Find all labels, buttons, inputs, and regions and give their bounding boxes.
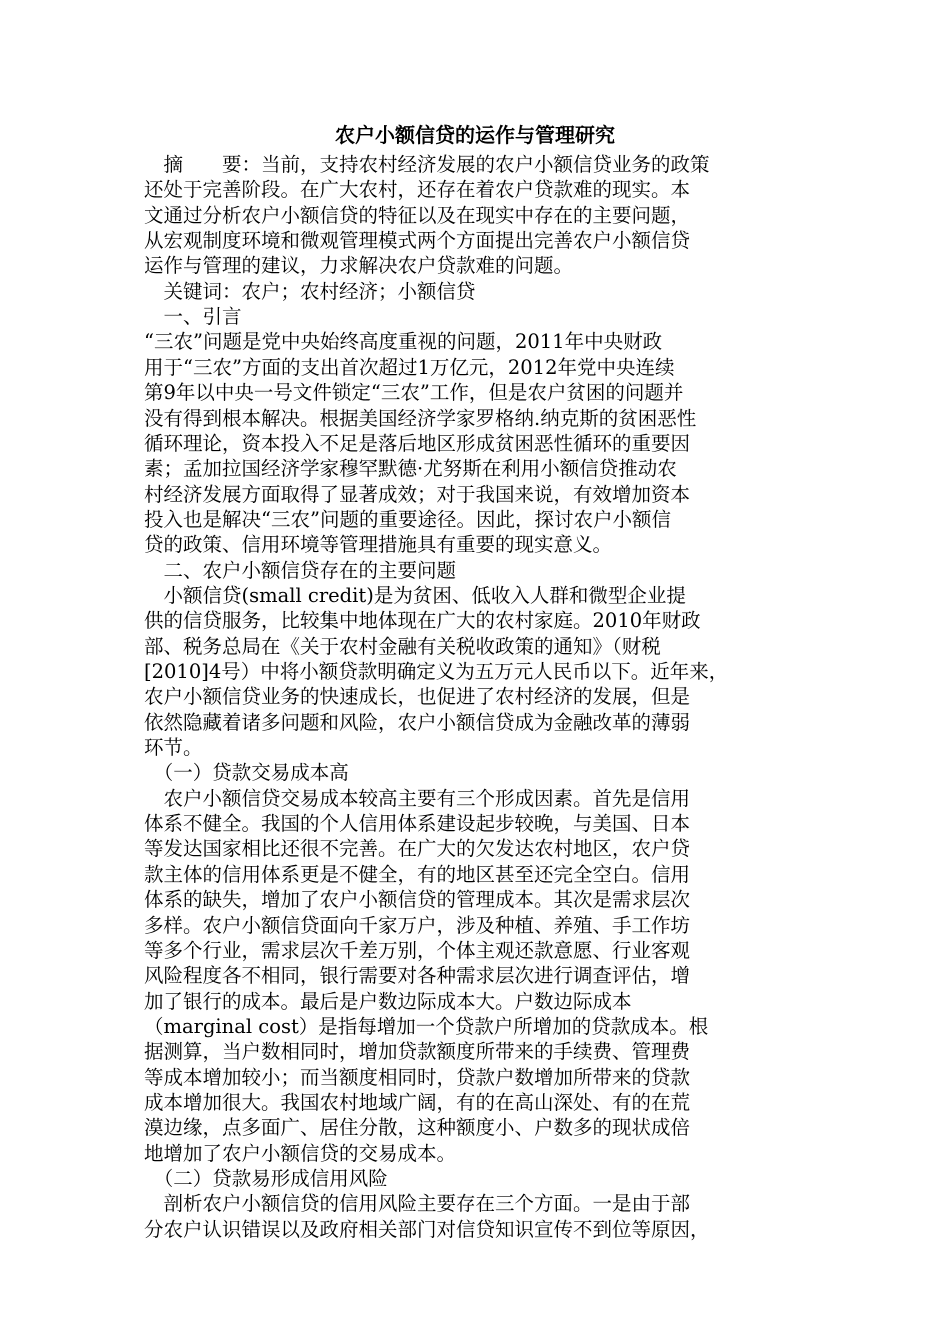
text-line: 体系的缺失，增加了农户小额信贷的管理成本。其次是需求层次 bbox=[144, 888, 691, 912]
text-line: 从宏观制度环境和微观管理模式两个方面提出完善农户小额信贷 bbox=[144, 229, 691, 253]
text-line: 文通过分析农户小额信贷的特征以及在现实中存在的主要问题， bbox=[144, 203, 691, 227]
text-line: 据测算，当户数相同时，增加贷款额度所带来的手续费、管理费 bbox=[144, 1040, 691, 1064]
text-line: 多样。农户小额信贷面向千家万户，涉及种植、养殖、手工作坊 bbox=[144, 913, 691, 937]
text-line: 剖析农户小额信贷的信用风险主要存在三个方面。一是由于部 bbox=[144, 1192, 691, 1216]
text-line: 一、引言 bbox=[144, 305, 242, 329]
text-line: 村经济发展方面取得了显著成效；对于我国来说，有效增加资本 bbox=[144, 482, 691, 506]
text-line: 农户小额信贷交易成本较高主要有三个形成因素。首先是信用 bbox=[144, 786, 691, 810]
text-line: 依然隐藏着诸多问题和风险，农户小额信贷成为金融改革的薄弱 bbox=[144, 710, 691, 734]
text-line: 地增加了农户小额信贷的交易成本。 bbox=[144, 1141, 457, 1165]
text-line: 分农户认识错误以及政府相关部门对信贷知识宣传不到位等原因， bbox=[144, 1217, 710, 1241]
text-line: 还处于完善阶段。在广大农村，还存在着农户贷款难的现实。本 bbox=[144, 178, 691, 202]
text-line: 第9年以中央一号文件锁定“三农”工作，但是农户贫困的问题并 bbox=[144, 381, 684, 405]
text-line: 用于“三农”方面的支出首次超过1万亿元，2012年党中央连续 bbox=[144, 355, 675, 379]
text-line: （marginal cost）是指每增加一个贷款户所增加的贷款成本。根 bbox=[144, 1014, 709, 1038]
text-line: 小额信贷(small credit)是为贫困、低收入人群和微型企业提 bbox=[144, 583, 686, 607]
text-line: 部、税务总局在《关于农村金融有关税收政策的通知》（财税 bbox=[144, 634, 661, 658]
text-line: 投入也是解决“三农”问题的重要途径。因此，探讨农户小额信 bbox=[144, 507, 671, 531]
text-line: 供的信贷服务，比较集中地体现在广大的农村家庭。2010年财政 bbox=[144, 609, 701, 633]
text-line: 运作与管理的建议，力求解决农户贷款难的问题。 bbox=[144, 254, 574, 278]
text-line: 漠边缘，点多面广、居住分散，这种额度小、户数多的现状成倍 bbox=[144, 1116, 691, 1140]
text-line: “三农”问题是党中央始终高度重视的问题，2011年中央财政 bbox=[144, 330, 663, 354]
text-line: 等发达国家相比还很不完善。在广大的欠发达农村地区，农户贷 bbox=[144, 837, 691, 861]
text-line: （二）贷款易形成信用风险 bbox=[144, 1167, 388, 1190]
text-line: 等多个行业，需求层次千差万别，个体主观还款意愿、行业客观 bbox=[144, 938, 691, 962]
text-line: 二、农户小额信贷存在的主要问题 bbox=[144, 558, 457, 582]
document-title: 农户小额信贷的运作与管理研究 bbox=[335, 123, 615, 147]
text-line: 款主体的信用体系更是不健全，有的地区甚至还完全空白。信用 bbox=[144, 862, 691, 886]
text-line: 循环理论，资本投入不足是落后地区形成贫困恶性循环的重要因 bbox=[144, 431, 691, 455]
text-line: [2010]4号）中将小额贷款明确定义为五万元人民币以下。近年来， bbox=[144, 660, 729, 683]
text-line: 素；孟加拉国经济学家穆罕默德·尤努斯在利用小额信贷推动农 bbox=[144, 457, 677, 481]
text-line: 成本增加很大。我国农村地域广阔，有的在高山深处、有的在荒 bbox=[144, 1090, 691, 1114]
text-line: 等成本增加较小；而当额度相同时，贷款户数增加所带来的贷款 bbox=[144, 1065, 691, 1089]
text-line: 体系不健全。我国的个人信用体系建设起步较晚，与美国、日本 bbox=[144, 812, 691, 836]
text-line: 风险程度各不相同，银行需要对各种需求层次进行调查评估，增 bbox=[144, 964, 691, 988]
text-line: 关键词：农户；农村经济；小额信贷 bbox=[144, 279, 476, 303]
text-line: 加了银行的成本。最后是户数边际成本大。户数边际成本 bbox=[144, 989, 632, 1013]
text-line: 环节。 bbox=[144, 736, 203, 760]
text-line: 农户小额信贷业务的快速成长，也促进了农村经济的发展，但是 bbox=[144, 685, 691, 709]
text-line: 摘 要：当前，支持农村经济发展的农户小额信贷业务的政策 bbox=[144, 153, 710, 176]
text-line: （一）贷款交易成本高 bbox=[144, 761, 349, 785]
text-line: 贷的政策、信用环境等管理措施具有重要的现实意义。 bbox=[144, 533, 613, 557]
text-line: 没有得到根本解决。根据美国经济学家罗格纳.纳克斯的贫困恶性 bbox=[144, 406, 697, 430]
